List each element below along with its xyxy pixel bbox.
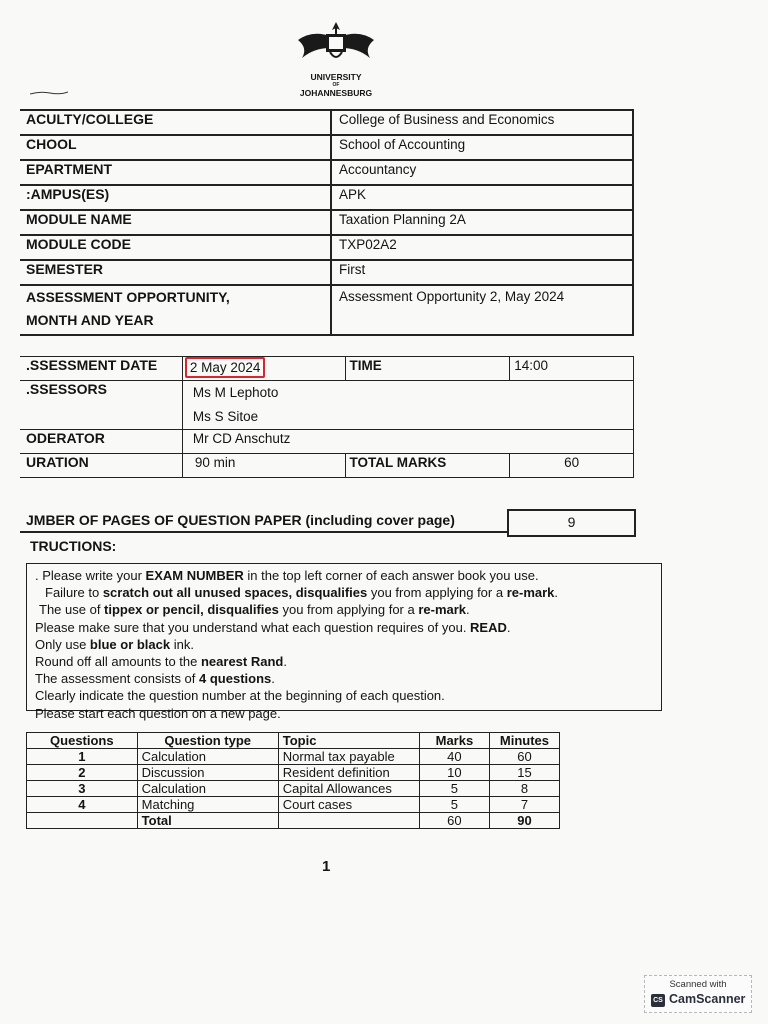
instruction-emphasis: re-mark — [506, 585, 555, 601]
instruction-emphasis: EXAM NUMBER — [145, 568, 244, 583]
instructions-list — [27, 564, 661, 722]
instruction-emphasis: re-mark — [418, 602, 467, 618]
instruction-text: . — [271, 671, 275, 687]
instruction-text: . — [554, 585, 559, 601]
value-department: Accountancy — [331, 160, 633, 185]
table-row — [27, 765, 560, 781]
cell-marks: 5 — [419, 797, 489, 813]
column-header-questions: Questions — [27, 733, 138, 749]
list-item — [35, 584, 661, 601]
cell-marks: 40 — [419, 749, 489, 765]
label-school: CHOOL — [20, 135, 331, 160]
instruction-emphasis: READ — [470, 619, 507, 635]
table-row — [20, 135, 633, 160]
instructions-title: TRUCTIONS: — [30, 538, 117, 554]
value-module-code: TXP02A2 — [331, 235, 633, 260]
instruction-emphasis: 4 questions — [199, 671, 272, 687]
label-assessors: .SSESSORS — [20, 381, 182, 430]
assessment-date-highlight: 2 May 2024 — [185, 357, 266, 378]
label-line-1: ASSESSMENT OPPORTUNITY, — [26, 289, 230, 305]
value-faculty: College of Business and Economics — [331, 110, 633, 135]
table-row — [27, 749, 560, 765]
instruction-emphasis: blue or black — [89, 636, 171, 652]
table-row — [20, 454, 634, 478]
value-duration: 90 min — [182, 454, 345, 478]
list-item — [35, 705, 661, 722]
module-info-table — [20, 109, 634, 336]
cell-question-type: Calculation — [137, 749, 278, 765]
instruction-text: . Please write your — [35, 568, 146, 583]
camscanner-watermark — [644, 975, 752, 1013]
cell-empty — [278, 813, 419, 829]
cell-marks: 5 — [419, 781, 489, 797]
logo-line-of: OF — [332, 82, 340, 88]
assessor-name: Ms M Lephoto — [192, 385, 279, 400]
table-row — [20, 357, 634, 381]
list-item — [35, 601, 661, 618]
table-row — [20, 260, 633, 285]
label-module-code: MODULE CODE — [20, 235, 331, 260]
scanner-brand: CamScanner — [669, 992, 746, 1006]
label-campus: :AMPUS(ES) — [20, 185, 331, 210]
cell-empty — [27, 813, 138, 829]
instruction-text: The use of — [39, 602, 105, 618]
label-faculty: ACULTY/COLLEGE — [20, 110, 331, 135]
value-moderator: Mr CD Anschutz — [182, 430, 633, 454]
instruction-text: you from applying for a — [367, 585, 507, 601]
cell-minutes: 15 — [489, 765, 559, 781]
cell-question-type: Discussion — [137, 765, 278, 781]
cell-question-type: Calculation — [137, 781, 278, 797]
instruction-text: Only use — [35, 636, 90, 652]
table-row — [27, 797, 560, 813]
label-line-2: MONTH AND YEAR — [26, 312, 154, 328]
list-item — [35, 687, 661, 704]
table-row — [20, 285, 633, 335]
cell-topic: Normal tax payable — [278, 749, 419, 765]
cell-marks: 10 — [419, 765, 489, 781]
instruction-text: Clearly indicate the question number at the beginning of each question. — [35, 688, 445, 704]
table-row — [20, 210, 633, 235]
label-duration: URATION — [20, 454, 182, 478]
label-time: TIME — [345, 357, 510, 381]
cell-question-number: 2 — [27, 765, 138, 781]
column-header-topic: Topic — [278, 733, 419, 749]
column-header-minutes: Minutes — [489, 733, 559, 749]
instruction-text: . — [283, 654, 287, 670]
cell-topic: Court cases — [278, 797, 419, 813]
cell-topic: Resident definition — [278, 765, 419, 781]
logo-wordmark — [286, 72, 386, 98]
pen-mark-icon — [30, 90, 68, 96]
table-row — [20, 160, 633, 185]
column-header-marks: Marks — [419, 733, 489, 749]
label-module-name: MODULE NAME — [20, 210, 331, 235]
list-item — [35, 619, 661, 636]
table-row — [20, 185, 633, 210]
instruction-text: Round off all amounts to the — [35, 654, 201, 670]
cell-minutes: 8 — [489, 781, 559, 797]
instructions-box — [26, 563, 662, 721]
label-assessment-opportunity — [20, 285, 331, 335]
value-assessment-opportunity: Assessment Opportunity 2, May 2024 — [331, 285, 633, 335]
instruction-text: ink. — [170, 636, 194, 652]
list-item — [35, 653, 661, 670]
instruction-text: . — [466, 602, 470, 618]
value-total-marks: 60 — [510, 454, 634, 478]
label-moderator: ODERATOR — [20, 430, 182, 454]
cell-topic: Capital Allowances — [278, 781, 419, 797]
table-header-row — [27, 733, 560, 749]
table-row — [27, 781, 560, 797]
table-row — [20, 235, 633, 260]
scanner-caption: Scanned with — [669, 979, 727, 990]
value-school: School of Accounting — [331, 135, 633, 160]
cell-question-number: 4 — [27, 797, 138, 813]
label-department: EPARTMENT — [20, 160, 331, 185]
cell-minutes: 7 — [489, 797, 559, 813]
cell-question-type: Matching — [137, 797, 278, 813]
value-semester: First — [331, 260, 633, 285]
logo-emblem-icon — [292, 18, 380, 68]
camscanner-logo-icon: CS — [651, 994, 665, 1007]
page-number: 1 — [322, 858, 331, 875]
cell-total-minutes: 90 — [489, 813, 559, 829]
instruction-text: in the top left corner of each answer book you use. — [243, 568, 539, 583]
list-item — [35, 636, 661, 653]
divider — [20, 531, 508, 533]
label-number-of-pages: JMBER OF PAGES OF QUESTION PAPER (including cover page) — [26, 512, 455, 528]
instruction-text: Please start each question on a new page. — [35, 705, 281, 721]
value-module-name: Taxation Planning 2A — [331, 210, 633, 235]
list-item — [35, 670, 661, 687]
logo-line-johannesburg: JOHANNESBURG — [299, 88, 373, 98]
table-row — [20, 110, 633, 135]
cell-minutes: 60 — [489, 749, 559, 765]
instruction-emphasis: nearest Rand — [200, 654, 284, 670]
cell-total-marks: 60 — [419, 813, 489, 829]
university-logo — [286, 18, 386, 100]
value-number-of-pages: 9 — [507, 509, 636, 537]
cell-question-number: 3 — [27, 781, 138, 797]
label-assessment-date: .SSESSMENT DATE — [20, 357, 182, 381]
instruction-text: Please make sure that you understand what each question requires of you. — [35, 619, 471, 635]
label-total-marks: TOTAL MARKS — [345, 454, 510, 478]
value-time: 14:00 — [510, 357, 634, 381]
value-campus: APK — [331, 185, 633, 210]
instruction-emphasis: tippex or pencil, disqualifies — [104, 602, 279, 618]
instruction-text: Failure to — [45, 585, 103, 601]
cell-question-number: 1 — [27, 749, 138, 765]
assessment-details-table — [20, 356, 634, 478]
question-summary-table — [26, 732, 560, 829]
instruction-text: you from applying for a — [278, 602, 419, 618]
column-header-question-type: Question type — [137, 733, 278, 749]
logo-line-university: UNIVERSITY — [310, 72, 362, 82]
assessor-name: Ms S Sitoe — [192, 409, 259, 424]
label-semester: SEMESTER — [20, 260, 331, 285]
table-row — [20, 381, 634, 430]
value-assessors — [182, 381, 633, 430]
cell-total-label: Total — [137, 813, 278, 829]
value-assessment-date-cell — [182, 357, 345, 381]
instruction-text: The assessment consists of — [35, 671, 200, 687]
table-row — [20, 430, 634, 454]
instruction-text: . — [506, 619, 511, 635]
list-item — [35, 567, 661, 584]
instruction-emphasis: scratch out all unused spaces, disqualifies — [102, 585, 368, 601]
table-total-row — [27, 813, 560, 829]
